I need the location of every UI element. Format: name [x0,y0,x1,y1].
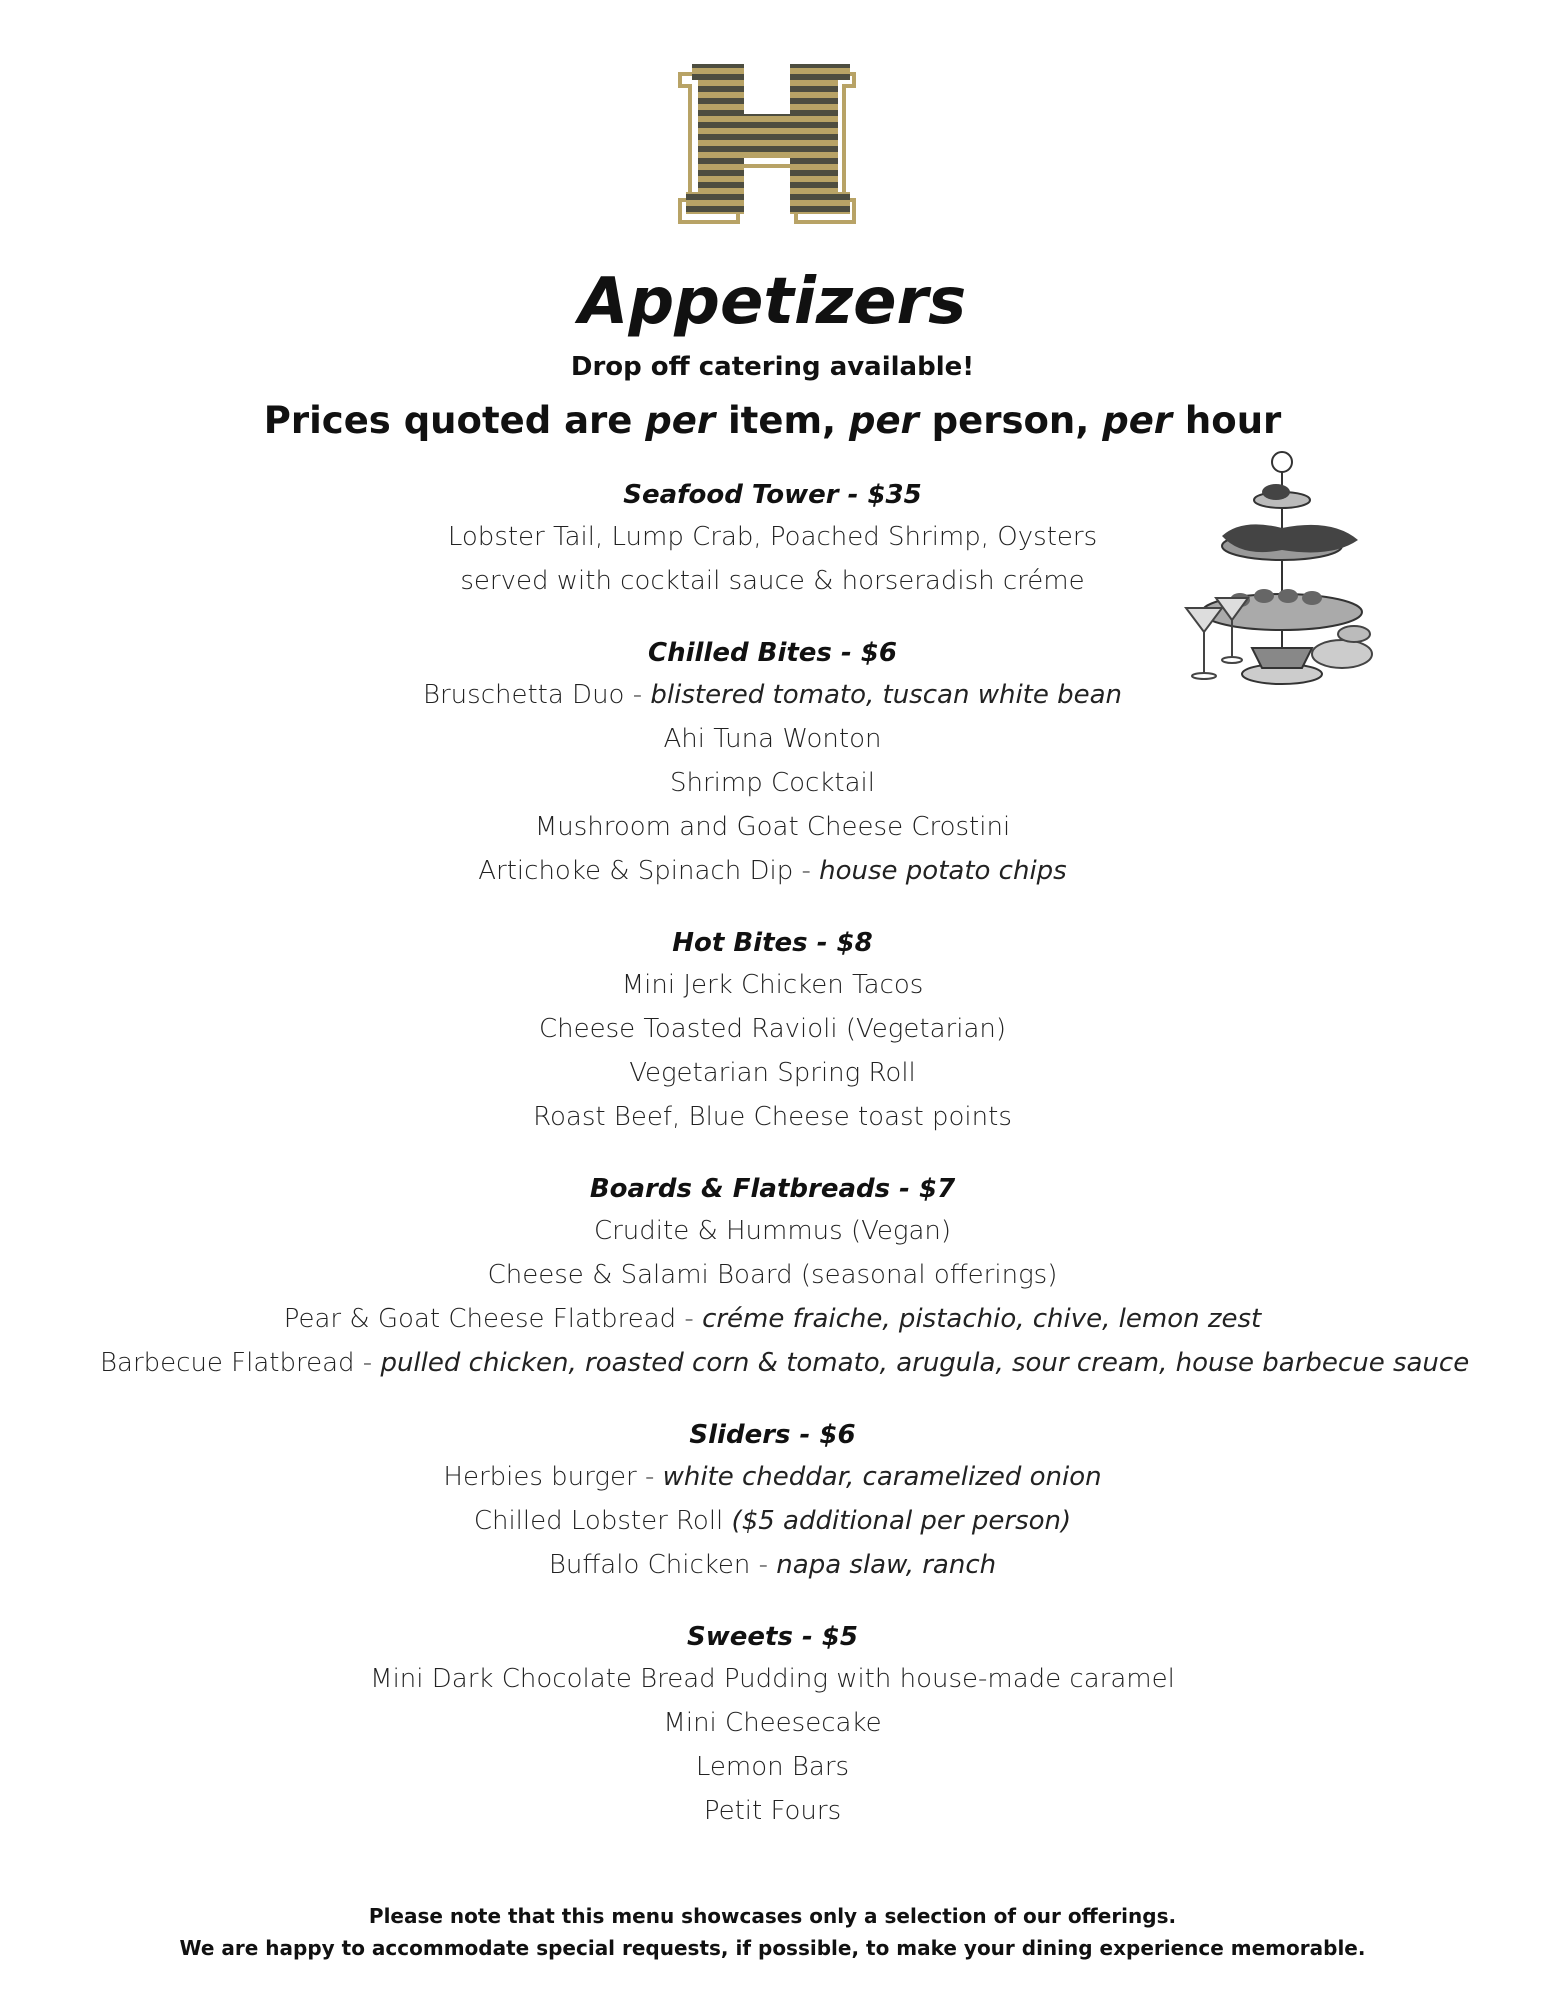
catering-subtitle: Drop off catering available! [570,352,975,382]
item-name: Barbecue Flatbread - [100,1348,381,1378]
item-note: blistered tomato, tuscan white bean [650,680,1123,710]
menu-item [100,805,1445,849]
item-name: Pear & Goat Cheese Flatbread - [283,1304,703,1334]
item-name: Ahi Tuna Wonton [663,724,882,754]
item-name: Mushroom and Goat Cheese Crostini [534,812,1011,842]
item-name: Vegetarian Spring Roll [629,1058,916,1088]
item-name: Crudite & Hummus (Vegan) [593,1216,952,1246]
menu-section [100,633,1445,893]
menu-item [100,1095,1445,1139]
item-note: house potato chips [819,856,1067,886]
item-name: Roast Beef, Blue Cheese toast points [533,1102,1012,1132]
menu-item [100,1701,1445,1745]
prices-emphasis: per [1102,399,1173,442]
menu-section [100,475,1445,603]
item-name: Artichoke & Spinach Dip - [478,856,820,886]
section-heading: Boards & Flatbreads - $7 [589,1174,956,1204]
item-name: Mini Dark Chocolate Bread Pudding with house-made caramel [370,1664,1175,1694]
menu-item [100,1051,1445,1095]
menu-item [100,1543,1445,1587]
item-name: Cheese & Salami Board (seasonal offerings) [487,1260,1058,1290]
item-name: Chilled Lobster Roll [473,1506,732,1536]
prices-text: item, [715,399,849,442]
footer-line: Please note that this menu showcases only a selection of our offerings. [368,1904,1177,1928]
h-logo-icon [678,62,856,224]
item-name: Herbies burger - [443,1462,663,1492]
menu-item [100,673,1445,717]
prices-emphasis: per [645,399,716,442]
item-name: Buffalo Chicken - [548,1550,777,1580]
page-title: Appetizers [578,265,967,339]
item-note: pulled chicken, roasted corn & tomato, arugula, sour cream, house barbecue sauce [380,1348,1470,1378]
section-heading: Chilled Bites - $6 [648,638,897,668]
section-heading: Sliders - $6 [689,1420,856,1450]
menu-item [100,1499,1445,1543]
item-note: white cheddar, caramelized onion [662,1462,1102,1492]
menu-section [100,1415,1445,1587]
item-note: créme fraiche, pistachio, chive, lemon zest [702,1304,1262,1334]
item-name: served with cocktail sauce & horseradish créme [460,566,1085,596]
footer-note [0,1900,1545,1964]
prices-emphasis: per [848,399,919,442]
menu-item [100,1297,1445,1341]
section-heading: Hot Bites - $8 [672,928,873,958]
prices-text: Prices quoted are [263,399,646,442]
prices-note [0,398,1545,444]
item-name: Cheese Toasted Ravioli (Vegetarian) [539,1014,1006,1044]
menu-item [100,963,1445,1007]
item-name: Bruschetta Duo - [422,680,651,710]
menu-item [100,515,1445,559]
item-name: Lobster Tail, Lump Crab, Poached Shrimp, Oysters [447,522,1098,552]
prices-text: hour [1172,399,1282,442]
menu-item [100,1007,1445,1051]
item-name: Petit Fours [703,1796,842,1826]
item-note: ($5 additional per person) [731,1506,1072,1536]
menu-section [100,1617,1445,1833]
item-name: Mini Jerk Chicken Tacos [621,970,924,1000]
menu-item [100,717,1445,761]
menu-item [100,559,1445,603]
menu-item [100,761,1445,805]
menu-item [100,1455,1445,1499]
menu-section [100,1169,1470,1385]
menu-item [100,1657,1445,1701]
menu-sections [100,475,1470,1863]
menu-item [100,1745,1445,1789]
prices-text: person, [918,399,1103,442]
section-heading: Sweets - $5 [687,1622,858,1652]
menu-item [100,1789,1445,1833]
footer-line: We are happy to accommodate special requests, if possible, to make your dining experience memorable. [179,1936,1366,1960]
menu-item [100,1341,1470,1385]
menu-item [100,1209,1445,1253]
menu-item [100,849,1445,893]
item-name: Mini Cheesecake [663,1708,882,1738]
item-note: napa slaw, ranch [776,1550,997,1580]
menu-item [100,1253,1445,1297]
item-name: Lemon Bars [695,1752,850,1782]
section-heading: Seafood Tower - $35 [623,480,922,510]
item-name: Shrimp Cocktail [670,768,875,798]
menu-section [100,923,1445,1139]
